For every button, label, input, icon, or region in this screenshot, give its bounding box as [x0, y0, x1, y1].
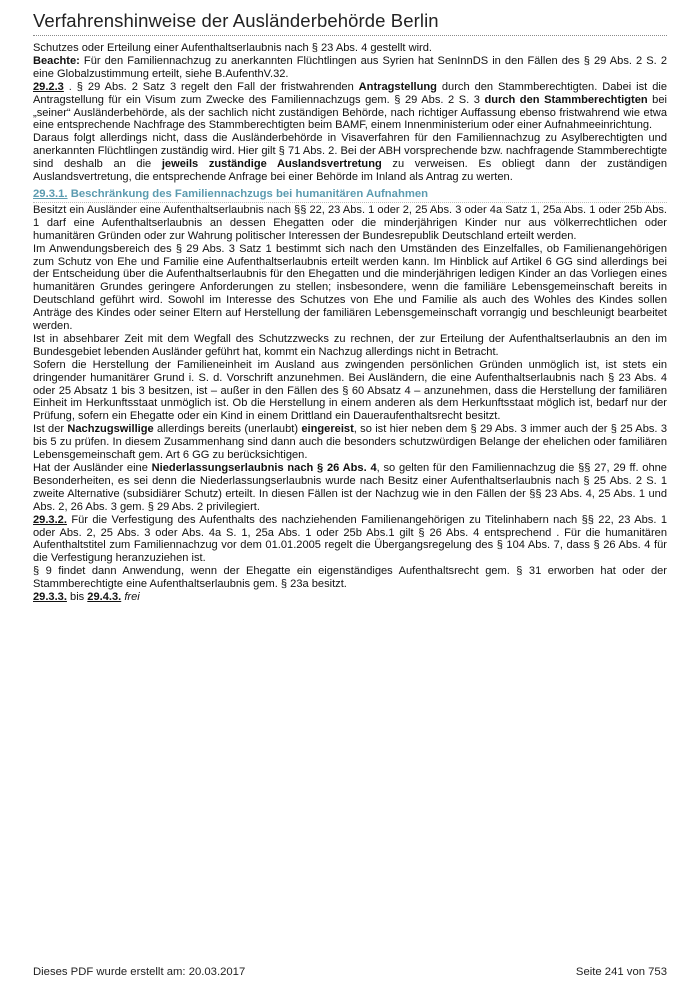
- note-label: Beachte:: [33, 54, 80, 67]
- note-text: Für den Familiennachzug zu anerkannten Flüchtlingen aus Syrien hat SenInnDS in den Fällen des § 29 Abs. 2 S. 2 eine Globalzustimmung erteilt, siehe B.AufenthV.32.: [33, 54, 667, 80]
- paragraph: Im Anwendungsbereich des § 29 Abs. 3 Satz 1 bestimmt sich nach den Umständen des Einzelfalles, ob Familienangehörigen zum Schutz von Ehe und Familie eine Aufenthaltserlaubnis erteilt werden kann. Im Hinblick auf Artikel 6 GG sind allerdings bei der Entscheidung über die Aufenthaltserlaubnis für den Ehegatten und die minderjährigen ledigen Kinder an das Vorliegen eines humanitären Grundes geringere Anforderungen zu stellen; insbesondere, wenn die familiäre Lebensgemeinschaft bereits in Deutschland geführt wird. Sowohl im Interesse des Schutzes von Ehe und Familie als auch des Wohles des Kindes sollen Anträge des Kindes oder seiner Eltern auf Herstellung der familiären Lebensgemeinschaft vorrangig und beschleunigt bearbeitet werden.: [33, 242, 667, 333]
- text-run: Ist der: [33, 423, 68, 436]
- section-ref-link[interactable]: 29.3.3.: [33, 591, 67, 604]
- text-run: , so gelten für den Familiennachzug die §§ 27, 29 ff. ohne Besonderheiten, es sei denn die Niederlassungserlaubnis wurde nach Besitz einer Aufenthaltserlaubnis nach § 25 Abs. 2 S. 1 zweite Alternative (subsidiärer Schutz) erteilt. In diesen Fällen ist der Nachzug wie in den Fällen der §§ 23 Abs. 4, 25 Abs. 1 und Abs. 2, 26 Abs. 3 gem. § 29 Abs. 2 privilegiert.: [33, 462, 667, 513]
- paragraph: Schutzes oder Erteilung einer Aufenthaltserlaubnis nach § 23 Abs. 4 gestellt wird.: [33, 42, 433, 54]
- document-body: [33, 42, 667, 604]
- page-footer: [33, 966, 667, 978]
- bold-term: Niederlassungserlaubnis nach § 26 Abs. 4: [151, 462, 377, 474]
- paragraph-note: [33, 55, 667, 81]
- bold-term: eingereist: [301, 423, 354, 436]
- paragraph: [33, 462, 667, 514]
- paragraph: § 9 findet dann Anwendung, wenn der Ehegatte ein eigenständiges Aufenthaltsrecht gem. § 31 erworben hat oder der Stammberechtigte eine Aufenthaltserlaubnis gem. § 23a besitzt.: [33, 565, 667, 591]
- paragraph-29-2-3: [33, 81, 667, 133]
- section-ref-link[interactable]: 29.4.3.: [87, 591, 122, 604]
- page-title: Verfahrenshinweise der Ausländerbehörde Berlin: [33, 10, 439, 31]
- section-ref-link[interactable]: 29.3.2.: [33, 513, 67, 526]
- section-ref-link[interactable]: 29.3.1.: [33, 187, 68, 200]
- paragraph-29-3-2: [33, 514, 667, 566]
- section-ref-link[interactable]: 29.2.3: [33, 80, 64, 93]
- text-run: bis: [66, 591, 88, 604]
- section-heading-text: Beschränkung des Familiennachzugs bei humanitären Aufnahmen: [67, 187, 429, 200]
- text-run: bei „seiner“ Ausländerbehörde, als der sachlich nicht zuständigen Behörde, nach richtiger Auffassung ebenso fristwahrend wie etwa eine entsprechende Nachfrage des Stammberechtigten beim BAMF, einem Innenministerium oder einer Aufnahmeeinrichtung.: [33, 93, 667, 132]
- paragraph: Ist in absehbarer Zeit mit dem Wegfall des Schutzzwecks zu rechnen, der zur Erteilung der Aufenthaltserlaubnis an den im Bundesgebiet lebenden Ausländer geführt hat, kommt ein Nachzug allerdings nicht in Betracht.: [33, 332, 667, 358]
- page-header: [33, 10, 667, 36]
- text-run: Daraus folgt allerdings nicht, dass die Ausländerbehörde in Visaverfahren für den Familiennachzug zu Asylberechtigten und anerkannten Flüchtlingen zuständig wird. Hier gilt § 71 Abs. 2. Bei der ABH vorsprechende bzw. nachfragende Stammberechtigte sind deshalb an die: [33, 132, 667, 171]
- paragraph: Besitzt ein Ausländer eine Aufenthaltserlaubnis nach §§ 22, 23 Abs. 1 oder 2, 25 Abs. 3 oder 4a Satz 1, 25a Abs. 1 oder 25b Abs. 1 darf eine Aufenthaltserlaubnis an dessen Ehegatten oder die minderjährigen Kinder nur aus völkerrechtlichen oder humanitären Gründen oder zur Wahrung politischer Interessen der Bundesrepublik Deutschland erteilt werden.: [33, 203, 667, 242]
- text-run: allerdings bereits (unerlaubt): [153, 423, 302, 436]
- bold-term: Antragstellung: [358, 80, 437, 93]
- italic-term: frei: [121, 591, 140, 604]
- bold-term: Nachzugswillige: [67, 423, 154, 436]
- paragraph: [33, 423, 667, 462]
- text-run: zu verweisen. Es obliegt dann der zuständigen Auslandsvertretung, die entsprechende Anfrage bei einer Behörde im Inland als Antrag zu werten.: [33, 158, 668, 184]
- paragraph: Sofern die Herstellung der Familieneinheit im Ausland aus zwingenden persönlichen Gründen unmöglich ist, ist stets ein dringender humanitärer Grund i. S. d. Vorschrift anzunehmen. Bei Ausländern, die eine Aufenthaltserlaubnis nach § 23 Abs. 4 oder 25 Absatz 1 bis 3 besitzen, ist – außer in den Fällen des § 60 Absatz 4 – anzunehmen, dass die Herstellung der familiären Einheit im Herkunftsstaat unmöglich ist. Ob die Herstellung in einem anderen als dem Herkunftsstaat möglich ist, bedarf nur der Prüfung, sofern ein Ehegatte oder ein Kind in einem Drittland ein Daueraufenthaltsrecht besitzt.: [33, 358, 667, 423]
- section-heading-29-3-1: [33, 188, 667, 203]
- paragraph-29-3-3: [33, 591, 667, 604]
- bold-term: durch den Stammberechtigten: [484, 93, 648, 106]
- footer-created-date: Dieses PDF wurde erstellt am: 20.03.2017: [33, 966, 246, 978]
- text-run: , so ist hier neben dem § 29 Abs. 3 immer auch der § 25 Abs. 3 bis 5 zu prüfen. In diesem Zusammenhang sind dann auch die besonders schutzwürdigen Belange der ehelichen oder familiären Lebensgemeinschaft gem. Art 6 GG zu berücksichtigen.: [33, 423, 667, 462]
- paragraph: [33, 132, 667, 184]
- footer-page-number: Seite 241 von 753: [575, 966, 667, 978]
- text-run: Hat der Ausländer eine: [33, 462, 152, 474]
- text-run: Für die Verfestigung des Aufenthalts des nachziehenden Familienangehörigen zu Titelinhabern nach §§ 22, 23 Abs. 1 oder Abs. 2, 25 Abs. 3 oder Abs. 4a S. 1, 25a Abs. 1 oder 25b Abs.1 gilt § 26 Abs. 4 entsprechend . Für die humanitären Aufenthaltstitel zum Familiennachzug vor dem 01.01.2005 regelt die Übergangsregelung des § 104 Abs. 7, dass § 26 Abs. 4 für die Verfestigung heranzuziehen ist.: [33, 513, 667, 565]
- bold-term: jeweils zuständige Auslandsvertretung: [161, 158, 382, 171]
- text-run: durch den Stammberechtigten. Dabei ist die Antragstellung für ein Visum zum Zwecke des Familiennachzugs gem. § 29 Abs. 2 S. 3: [33, 80, 667, 106]
- text-run: . § 29 Abs. 2 Satz 3 regelt den Fall der fristwahrenden: [63, 80, 359, 93]
